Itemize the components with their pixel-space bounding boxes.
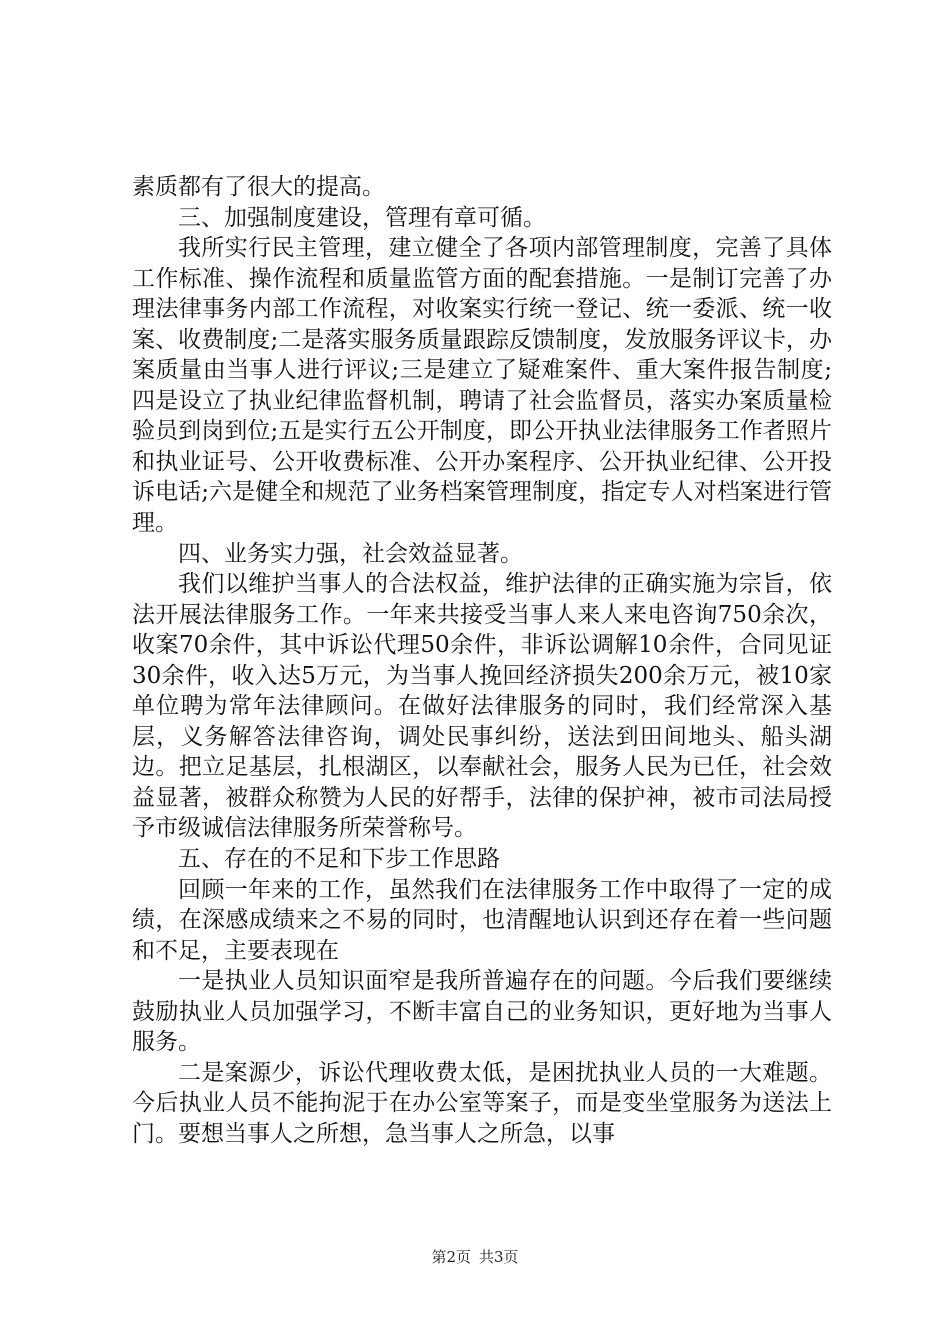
paragraph-review: 回顾一年来的工作，虽然我们在法律服务工作中取得了一定的成绩，在深感成绩来之不易的同时，也清醒地认识到还存在着一些问题和不足，主要表现在 <box>132 876 832 964</box>
paragraph-business-results: 我们以维护当事人的合法权益，维护法律的正确实施为宗旨，依法开展法律服务工作。一年来共接受当事人来人来电咨询750余次，收案70余件，其中诉讼代理50余件，非诉讼调解10余件，合同见证30余件，收入达5万元，为当事人挽回经济损失200余万元，被10家单位聘为常年法律顾问。在做好法律服务的同时，我们经常深入基层，义务解答法律咨询，调处民事纠纷，送法到田间地头、船头湖边。把立足基层，扎根湖区，以奉献社会，服务人民为已任，社会效益显著，被群众称赞为人民的好帮手，法律的保护神，被市司法局授予市级诚信法律服务所荣誉称号。 <box>132 571 832 842</box>
paragraph-issue-one: 一是执业人员知识面窄是我所普遍存在的问题。今后我们要继续鼓励执业人员加强学习，不断丰富自己的业务知识，更好地为当事人服务。 <box>132 968 832 1056</box>
section-heading-3: 三、加强制度建设，管理有章可循。 <box>178 204 546 231</box>
page-number: 第2页 <box>431 1248 471 1266</box>
paragraph-issue-two: 二是案源少，诉讼代理收费太低，是困扰执业人员的一大难题。今后执业人员不能拘泥于在办公室等案子，而是变坐堂服务为送法上门。要想当事人之所想，急当事人之所急，以事 <box>132 1059 832 1147</box>
section-heading-4: 四、业务实力强，社会效益显著。 <box>178 540 523 567</box>
page-footer <box>0 1246 950 1267</box>
paragraph-management-system: 我所实行民主管理，建立健全了各项内部管理制度，完善了具体工作标准、操作流程和质量监管方面的配套措施。一是制订完善了办理法律事务内部工作流程，对收案实行统一登记、统一委派、统一收案、收费制度;二是落实服务质量跟踪反馈制度，发放服务评议卡，办案质量由当事人进行评议;三是建立了疑难案件、重大案件报告制度;四是设立了执业纪律监督机制，聘请了社会监督员，落实办案质量检验员到岗到位;五是实行五公开制度，即公开执业法律服务工作者照片和执业证号、公开收费标准、公开办案程序、公开执业纪律、公开投诉电话;六是健全和规范了业务档案管理制度，指定专人对档案进行管理。 <box>132 235 832 537</box>
section-heading-5: 五、存在的不足和下步工作思路 <box>178 846 500 873</box>
document-body <box>132 172 832 1150</box>
paragraph-continuation: 素质都有了很大的提高。 <box>132 174 385 200</box>
total-pages: 共3页 <box>479 1248 519 1266</box>
